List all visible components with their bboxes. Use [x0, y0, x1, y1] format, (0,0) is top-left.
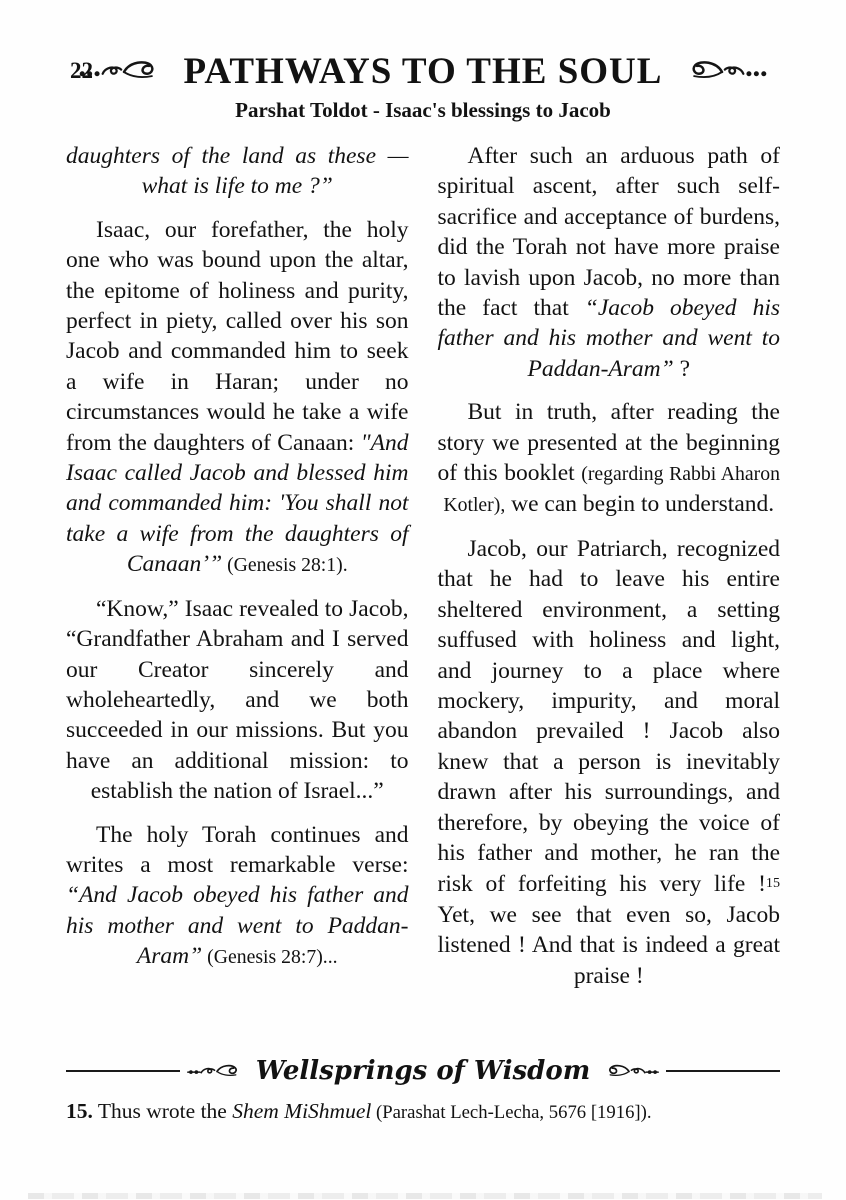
text-segment-normal: Isaac, our forefather, the holy one who was bound upon the altar, the epitome of holiness and purity, perfect in piety, called over his son Jacob and commanded him to seek a wife in Haran; under no circumstances would he take a wife from the daughters of Canaan:	[66, 216, 409, 456]
text-segment-sup: 15	[765, 875, 780, 892]
text-segment-italic: “And Jacob obeyed his father and his mother and went to Paddan-Aram”	[66, 882, 409, 970]
page-footer	[66, 1058, 780, 1125]
text-segment-small: (regarding Rabbi Aharon Kotler),	[443, 463, 780, 517]
text-segment-normal: The holy Torah continues and writes a most remarkable verse:	[66, 821, 409, 878]
two-column-text	[66, 141, 780, 1004]
paragraph	[66, 820, 409, 973]
text-segment-small: (Parashat Lech-Lecha, 5676 [1916]).	[371, 1102, 652, 1123]
left-column	[66, 141, 409, 1004]
paragraph	[438, 397, 781, 521]
book-title: PATHWAYS TO THE SOUL	[183, 50, 663, 92]
text-segment-normal: Jacob, our Patriarch, recognized that he had to leave his entire sheltered environment, a setting suffused with holiness and light, and journey to a place where mockery, impurity, and moral abandon prevailed ! Jacob also knew that a person is inevitably drawn after his surroundings, and therefore, by obeying the voice of his father and mother, he ran the risk of forfeiting his very life !	[437, 535, 780, 898]
text-segment-small: (Genesis 28:1).	[222, 554, 348, 577]
right-scroll-flourish-icon	[672, 58, 772, 84]
text-segment-normal: “Know,” Isaac revealed to Jacob, “Grandfather Abraham and I served our Creator sincerely and wholeheartedly, and we both succeeded in our missions. But you have an additional mission: to establish the nation of Israel...”	[66, 595, 409, 805]
page-number: 22	[70, 58, 93, 83]
scan-artifact-bar	[28, 1193, 822, 1199]
text-segment-italic: “Jacob obeyed his father and his mother and went to Paddan-Aram”	[437, 295, 780, 382]
text-segment-normal: we can begin to understand.	[505, 491, 775, 518]
footnote-divider	[66, 1058, 780, 1084]
title-row	[0, 48, 846, 94]
text-segment-bold: 15.	[66, 1099, 93, 1123]
paragraph	[438, 534, 781, 991]
divider-rule-right	[666, 1070, 780, 1072]
text-segment-normal: After such an arduous path of spiritual ascent, after such self-sacrifice and acceptance of burdens, did the Torah not have more praise to lavish upon Jacob, no more than the fact that	[437, 143, 780, 322]
text-segment-normal: ?	[673, 355, 691, 382]
paragraph	[438, 141, 781, 384]
divider-left-flourish-icon	[186, 1063, 248, 1080]
divider-right-flourish-icon	[598, 1063, 660, 1080]
text-segment-small: (Genesis 28:7)...	[202, 946, 338, 969]
chapter-subtitle: Parshat Toldot - Isaac's blessings to Jacob	[235, 98, 611, 122]
paragraph	[66, 215, 409, 581]
text-segment-normal: Yet, we see that even so, Jacob listened ! And that is indeed a great praise !	[437, 901, 780, 989]
paragraph	[66, 141, 409, 202]
right-column	[438, 141, 781, 1004]
text-segment-italic: daughters of the land as these — what is life to me ?”	[66, 143, 409, 200]
page-header	[0, 48, 846, 122]
series-name: Wellsprings of Wisdom	[255, 1056, 591, 1086]
divider-rule-left	[66, 1070, 180, 1072]
text-segment-italic: Shem MiShmuel	[232, 1099, 372, 1123]
text-segment-normal: But in truth, after reading the story we presented at the beginning of this booklet	[437, 399, 780, 487]
text-segment-normal: Thus wrote the	[92, 1099, 233, 1123]
text-segment-italic: "And Isaac called Jacob and blessed him and commanded him: 'You shall not take a wife from the daughters of Canaan’”	[66, 429, 409, 578]
footnote-15	[66, 1098, 780, 1125]
paragraph	[66, 594, 409, 807]
